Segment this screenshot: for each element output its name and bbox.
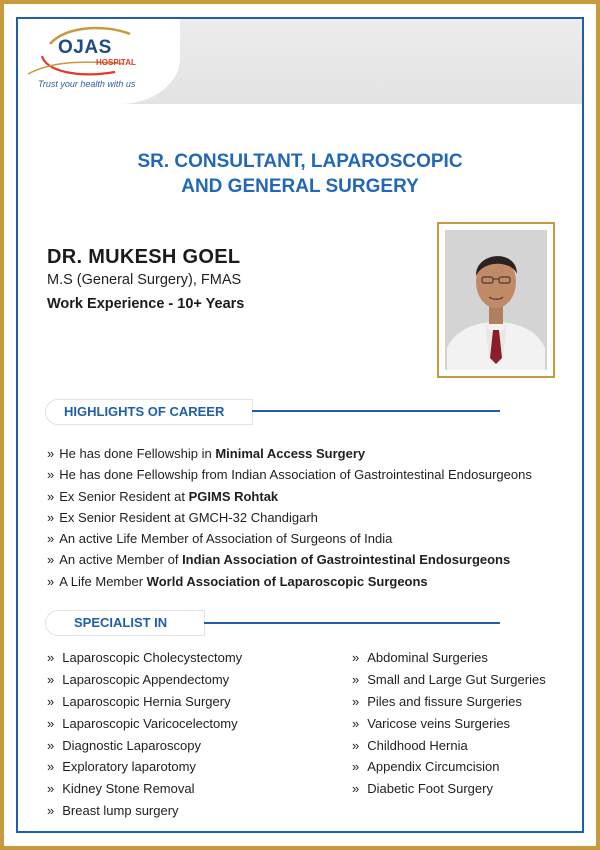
list-item: » Laparoscopic Hernia Surgery [47, 693, 231, 709]
list-item: » Laparoscopic Varicocelectomy [47, 715, 238, 731]
doctor-portrait-icon [445, 230, 547, 370]
logo-subtitle: HOSPITAL [96, 58, 136, 67]
bullet-icon: » [47, 781, 55, 797]
bullet-icon: » [47, 737, 55, 753]
page-title [0, 149, 600, 199]
bullet-icon: » [352, 650, 360, 665]
bullet-icon: » [47, 573, 55, 589]
logo-name: OJAS [58, 37, 112, 58]
bullet-icon: » [47, 759, 55, 775]
highlights-heading-label: HIGHLIGHTS OF CAREER [64, 404, 225, 419]
bullet-icon: » [47, 803, 55, 819]
bullet-icon: » [352, 781, 360, 797]
title-line-1: SR. CONSULTANT, LAPAROSCOPIC [137, 151, 463, 172]
list-item: » He has done Fellowship in Minimal Access Surgery [47, 446, 366, 461]
bullet-icon: » [352, 715, 360, 731]
title-line-2: AND GENERAL SURGERY [181, 176, 419, 197]
bullet-icon: » [47, 509, 55, 525]
highlights-heading [46, 400, 252, 424]
doctor-qualification: M.S (General Surgery), FMAS [47, 272, 242, 288]
list-item: » An active Member of Indian Association of Gastrointestinal Endosurgeons [47, 552, 511, 568]
bullet-icon: » [47, 552, 55, 568]
list-item: » Abdominal Surgeries [352, 650, 488, 665]
list-item: » Laparoscopic Appendectomy [47, 671, 230, 687]
list-item: » A Life Member World Association of Laparoscopic Surgeons [47, 573, 428, 589]
list-item: » Ex Senior Resident at PGIMS Rohtak [47, 488, 279, 504]
logo-tagline: Trust your health with us [38, 79, 136, 89]
list-item: » Piles and fissure Surgeries [352, 693, 522, 709]
bullet-icon: » [47, 650, 55, 665]
bullet-icon: » [352, 693, 360, 709]
list-item: » Breast lump surgery [47, 803, 179, 819]
list-item: » Ex Senior Resident at GMCH-32 Chandigarh [47, 509, 318, 525]
doctor-photo-frame [437, 222, 555, 378]
bullet-icon: » [47, 531, 55, 547]
list-item: » Laparoscopic Cholecystectomy [47, 650, 243, 665]
specialist-heading [46, 611, 204, 635]
specialist-list-left [47, 647, 242, 822]
bullet-icon: » [47, 488, 55, 504]
list-item: » Varicose veins Surgeries [352, 715, 511, 731]
list-item: » Diabetic Foot Surgery [352, 781, 493, 797]
list-item: » He has done Fellowship from Indian Association of Gastrointestinal Endosurgeons [47, 467, 532, 483]
list-item: » Diagnostic Laparoscopy [47, 737, 201, 753]
bullet-icon: » [47, 671, 55, 687]
doctor-experience: Work Experience - 10+ Years [47, 296, 245, 312]
bullet-icon: » [47, 467, 55, 483]
list-item: » Childhood Hernia [352, 737, 468, 753]
highlights-divider [252, 410, 500, 412]
bullet-icon: » [47, 693, 55, 709]
doctor-name: DR. MUKESH GOEL [47, 246, 241, 268]
list-item: » Kidney Stone Removal [47, 781, 195, 797]
bullet-icon: » [352, 671, 360, 687]
specialist-divider [204, 622, 500, 624]
list-item: » An active Life Member of Association of Surgeons of India [47, 531, 393, 547]
list-item: » Appendix Circumcision [352, 759, 500, 775]
specialist-list-right [352, 647, 546, 800]
specialist-heading-label: SPECIALIST IN [74, 615, 168, 630]
bullet-icon: » [47, 715, 55, 731]
list-item: » Exploratory laparotomy [47, 759, 196, 775]
list-item: » Small and Large Gut Surgeries [352, 671, 546, 687]
bullet-icon: » [47, 446, 55, 461]
highlights-list [47, 443, 532, 592]
bullet-icon: » [352, 737, 360, 753]
bullet-icon: » [352, 759, 360, 775]
